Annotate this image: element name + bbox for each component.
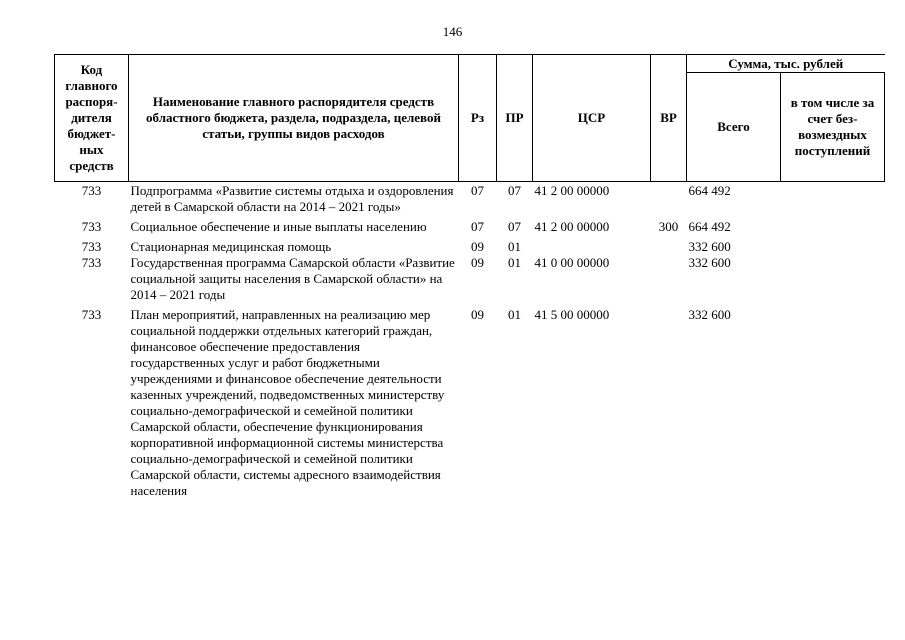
- cell-name: Социальное обеспечение и иные выплаты населению: [130, 219, 427, 234]
- table-row: [55, 235, 885, 255]
- header-rz: Рз: [459, 55, 497, 182]
- table-row: [55, 182, 885, 216]
- cell-rz: 09: [471, 255, 484, 270]
- cell-total: 664 492: [688, 219, 731, 234]
- cell-csr: [533, 235, 651, 255]
- cell-total: 332 600: [688, 255, 731, 270]
- cell-code: 733: [81, 239, 102, 254]
- header-total: Всего: [687, 73, 781, 182]
- cell-rz: 07: [471, 219, 484, 234]
- cell-name: План мероприятий, направленных на реализацию мер социальной поддержки отдельных категорий граждан, финансовое обеспечение предоставления государственных услуг и работ бюджетными учреждениями и финансовое обеспечение деятельности казенных учреждений, подведомственных министерству социально-демографической и семейной политики Самарской области, обеспечение функционирования корпоративной информационной системы министерства социально-демографической и семейной политики Самарской области, системы адресного взаимодействия населения: [130, 307, 445, 498]
- cell-csr: 41 0 00 00000: [534, 255, 610, 270]
- cell-rz: 09: [471, 239, 484, 254]
- cell-total: 664 492: [688, 183, 731, 198]
- cell-code: 733: [81, 219, 102, 234]
- cell-free: [781, 303, 885, 499]
- header-free: в том числе за счет без-возмездных поступлений: [781, 73, 885, 182]
- cell-vr: [651, 235, 687, 255]
- cell-rz: 07: [471, 183, 484, 198]
- cell-pr: 07: [508, 219, 521, 234]
- cell-pr: 07: [508, 183, 521, 198]
- page-number: 146: [442, 24, 463, 39]
- table-row: [55, 303, 885, 499]
- header-pr: ПР: [497, 55, 533, 182]
- cell-pr: 01: [508, 307, 521, 322]
- cell-name: Государственная программа Самарской области «Развитие социальной защиты населения в Самарской области» на 2014 – 2021 годы: [130, 255, 455, 302]
- header-sum: Сумма, тыс. рублей: [687, 55, 885, 73]
- cell-vr: [651, 255, 687, 303]
- table-row: [55, 215, 885, 235]
- cell-csr: 41 2 00 00000: [534, 183, 610, 198]
- cell-name: Стационарная медицинская помощь: [130, 239, 332, 254]
- cell-pr: 01: [508, 239, 521, 254]
- cell-free: [781, 182, 885, 216]
- cell-vr: [651, 182, 687, 216]
- table-row: [55, 255, 885, 303]
- cell-free: [781, 235, 885, 255]
- header-name: Наименование главного распорядителя средств областного бюджета, раздела, подраздела, целевой статьи, группы видов расходов: [129, 55, 459, 182]
- budget-table: [54, 54, 885, 499]
- cell-csr: 41 2 00 00000: [534, 219, 610, 234]
- cell-code: 733: [81, 307, 102, 322]
- header-vr: ВР: [651, 55, 687, 182]
- cell-free: [781, 215, 885, 235]
- header-csr: ЦСР: [533, 55, 651, 182]
- cell-code: 733: [81, 183, 102, 198]
- cell-free: [781, 255, 885, 303]
- cell-pr: 01: [508, 255, 521, 270]
- cell-name: Подпрограмма «Развитие системы отдыха и оздоровления детей в Самарской области на 2014 – 2021 годы»: [130, 183, 454, 214]
- cell-vr: [651, 303, 687, 499]
- cell-total: 332 600: [688, 239, 731, 254]
- cell-vr: 300: [658, 219, 679, 234]
- header-code: Код главного распоря-дителя бюджет-ных средств: [55, 55, 129, 182]
- cell-total: 332 600: [688, 307, 731, 322]
- cell-code: 733: [81, 255, 102, 270]
- cell-csr: 41 5 00 00000: [534, 307, 610, 322]
- cell-rz: 09: [471, 307, 484, 322]
